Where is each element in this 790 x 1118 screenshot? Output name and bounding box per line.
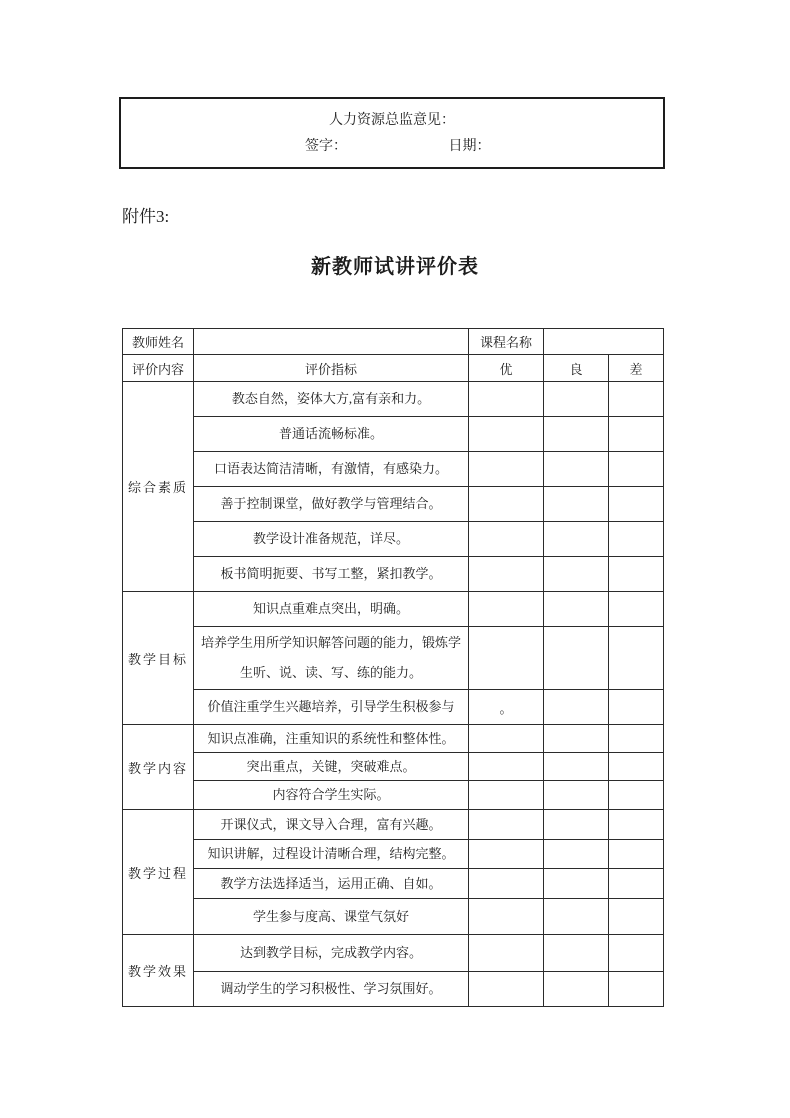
rating-cell-excellent[interactable] <box>469 382 544 417</box>
rating-cell-poor[interactable] <box>609 810 664 840</box>
rating-cell-excellent[interactable] <box>469 972 544 1007</box>
rating-cell-poor[interactable] <box>609 417 664 452</box>
page-title: 新教师试讲评价表 <box>311 256 479 278</box>
group-label-teaching-effect: 教学效果 <box>123 935 194 1007</box>
rating-cell-excellent[interactable] <box>469 452 544 487</box>
indicator-text: 突出重点，关键，突破难点。 <box>194 753 469 781</box>
rating-cell-poor[interactable] <box>609 627 664 690</box>
rating-cell-excellent[interactable] <box>469 753 544 781</box>
rating-cell-excellent[interactable] <box>469 810 544 840</box>
indicator-text: 教态自然，姿体大方,富有亲和力。 <box>194 382 469 417</box>
content-column-header: 评价内容 <box>123 355 194 382</box>
indicator-text: 教学方法选择适当，运用正确、自如。 <box>194 869 469 899</box>
rating-cell-good[interactable] <box>544 899 609 935</box>
indicator-text: 培养学生用所学知识解答问题的能力，锻炼学生听、说、读、写、练的能力。 <box>194 627 469 690</box>
rating-cell-poor[interactable] <box>609 452 664 487</box>
teacher-name-input-cell[interactable] <box>194 329 469 355</box>
rating-cell-poor[interactable] <box>609 899 664 935</box>
rating-cell-good[interactable] <box>544 627 609 690</box>
group-label-teaching-process: 教学过程 <box>123 810 194 935</box>
rating-cell-poor[interactable] <box>609 781 664 810</box>
rating-cell-poor[interactable] <box>609 382 664 417</box>
rating-cell-excellent[interactable] <box>469 899 544 935</box>
rating-cell-poor[interactable] <box>609 869 664 899</box>
evaluation-table <box>122 328 664 1007</box>
rating-cell-poor[interactable] <box>609 972 664 1007</box>
rating-cell-poor[interactable] <box>609 840 664 869</box>
rating-cell-good[interactable] <box>544 557 609 592</box>
rating-cell-good[interactable] <box>544 452 609 487</box>
teacher-name-label: 教师姓名 <box>123 329 194 355</box>
hr-director-opinion-label: 人力资源总监意见： <box>329 113 455 128</box>
attachment-label: 附件3: <box>122 207 170 226</box>
rating-cell-poor[interactable] <box>609 690 664 725</box>
rating-cell-excellent[interactable] <box>469 592 544 627</box>
indicator-column-header: 评价指标 <box>194 355 469 382</box>
indicator-text: 知识讲解，过程设计清晰合理，结构完整。 <box>194 840 469 869</box>
rating-cell-poor[interactable] <box>609 935 664 972</box>
indicator-text: 内容符合学生实际。 <box>194 781 469 810</box>
indicator-text: 普通话流畅标准。 <box>194 417 469 452</box>
rating-header-excellent: 优 <box>469 355 544 382</box>
rating-cell-excellent[interactable] <box>469 840 544 869</box>
rating-cell-good[interactable] <box>544 522 609 557</box>
rating-cell-excellent[interactable] <box>469 725 544 753</box>
indicator-text: 知识点准确，注重知识的系统性和整体性。 <box>194 725 469 753</box>
rating-cell-good[interactable] <box>544 690 609 725</box>
rating-cell-excellent[interactable] <box>469 487 544 522</box>
rating-header-good: 良 <box>544 355 609 382</box>
rating-cell-good[interactable] <box>544 382 609 417</box>
rating-cell-excellent[interactable]: 。 <box>469 690 544 725</box>
indicator-text: 学生参与度高、课堂气氛好 <box>194 899 469 935</box>
hr-director-opinion-box <box>119 97 665 169</box>
indicator-text: 口语表达简洁清晰，有激情，有感染力。 <box>194 452 469 487</box>
indicator-text: 调动学生的学习积极性、学习氛围好。 <box>194 972 469 1007</box>
rating-cell-good[interactable] <box>544 972 609 1007</box>
rating-cell-excellent[interactable] <box>469 522 544 557</box>
rating-cell-good[interactable] <box>544 487 609 522</box>
rating-cell-excellent[interactable] <box>469 627 544 690</box>
rating-cell-poor[interactable] <box>609 592 664 627</box>
group-label-overall-quality: 综合素质 <box>123 382 194 592</box>
rating-cell-good[interactable] <box>544 781 609 810</box>
rating-cell-poor[interactable] <box>609 753 664 781</box>
indicator-text: 达到教学目标，完成教学内容。 <box>194 935 469 972</box>
rating-cell-excellent[interactable] <box>469 869 544 899</box>
group-label-teaching-content: 教学内容 <box>123 725 194 810</box>
indicator-text: 教学设计准备规范，详尽。 <box>194 522 469 557</box>
rating-cell-good[interactable] <box>544 417 609 452</box>
indicator-text: 善于控制课堂，做好教学与管理结合。 <box>194 487 469 522</box>
rating-cell-poor[interactable] <box>609 725 664 753</box>
rating-cell-excellent[interactable] <box>469 781 544 810</box>
indicator-text: 价值注重学生兴趣培养，引导学生积极参与 <box>194 690 469 725</box>
date-label: 日期： <box>448 139 491 154</box>
signature-label: 签字： <box>305 139 347 154</box>
indicator-text: 知识点重难点突出，明确。 <box>194 592 469 627</box>
rating-cell-good[interactable] <box>544 725 609 753</box>
group-label-teaching-goals: 教学目标 <box>123 592 194 725</box>
rating-cell-good[interactable] <box>544 935 609 972</box>
rating-cell-poor[interactable] <box>609 557 664 592</box>
course-name-label: 课程名称 <box>469 329 544 355</box>
rating-cell-poor[interactable] <box>609 522 664 557</box>
course-name-input-cell[interactable] <box>544 329 664 355</box>
rating-cell-good[interactable] <box>544 840 609 869</box>
rating-cell-excellent[interactable] <box>469 557 544 592</box>
indicator-text: 开课仪式，课文导入合理，富有兴趣。 <box>194 810 469 840</box>
rating-cell-good[interactable] <box>544 810 609 840</box>
rating-cell-excellent[interactable] <box>469 417 544 452</box>
rating-cell-excellent[interactable] <box>469 935 544 972</box>
rating-cell-good[interactable] <box>544 869 609 899</box>
rating-header-poor: 差 <box>609 355 664 382</box>
rating-cell-good[interactable] <box>544 753 609 781</box>
rating-cell-poor[interactable] <box>609 487 664 522</box>
rating-cell-good[interactable] <box>544 592 609 627</box>
indicator-text: 板书简明扼要、书写工整，紧扣教学。 <box>194 557 469 592</box>
